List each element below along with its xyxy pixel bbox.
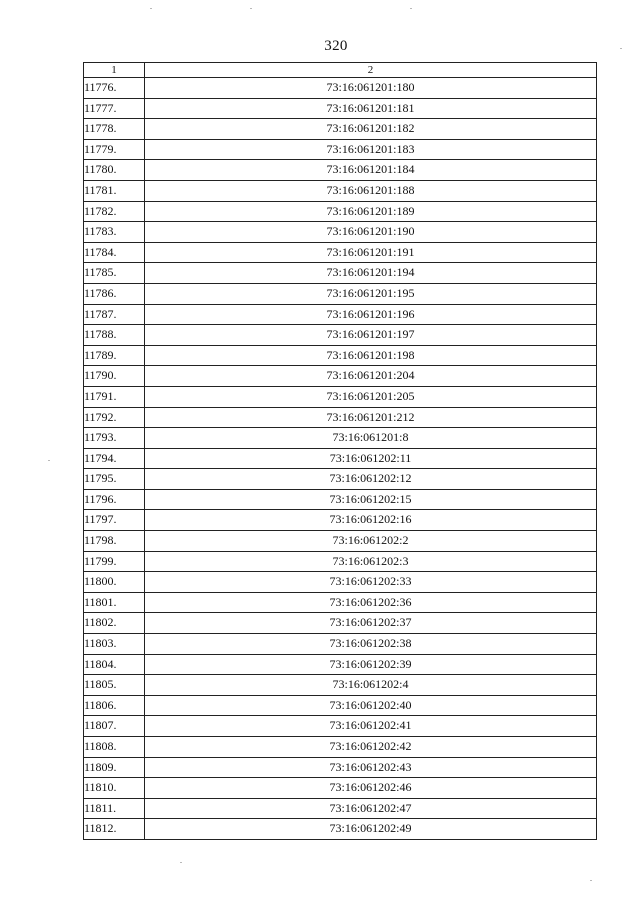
table-row — [84, 819, 597, 840]
table-row — [84, 757, 597, 778]
table-row — [84, 613, 597, 634]
cadastral-number-cell: 73:16:061201:181 — [145, 98, 597, 119]
row-number-cell: 11785. — [84, 263, 145, 284]
cadastral-number-cell: 73:16:061201:194 — [145, 263, 597, 284]
cadastral-number-cell: 73:16:061201:180 — [145, 78, 597, 99]
row-number-cell: 11800. — [84, 572, 145, 593]
row-number-cell: 11811. — [84, 798, 145, 819]
cadastral-number-cell: 73:16:061202:3 — [145, 551, 597, 572]
table-row — [84, 283, 597, 304]
table-row — [84, 242, 597, 263]
table-row — [84, 345, 597, 366]
cadastral-number-cell: 73:16:061201:8 — [145, 428, 597, 449]
cadastral-number-cell: 73:16:061201:196 — [145, 304, 597, 325]
cadastral-number-cell: 73:16:061202:37 — [145, 613, 597, 634]
row-number-cell: 11792. — [84, 407, 145, 428]
cadastral-number-cell: 73:16:061201:183 — [145, 139, 597, 160]
table-row — [84, 695, 597, 716]
table-row — [84, 304, 597, 325]
table-row — [84, 78, 597, 99]
cadastral-number-cell: 73:16:061202:41 — [145, 716, 597, 737]
table-row — [84, 180, 597, 201]
scan-speck — [180, 862, 182, 863]
table-row — [84, 551, 597, 572]
cadastral-number-cell: 73:16:061202:43 — [145, 757, 597, 778]
scan-speck — [250, 8, 252, 9]
row-number-cell: 11777. — [84, 98, 145, 119]
row-number-cell: 11776. — [84, 78, 145, 99]
scan-speck — [590, 880, 592, 881]
scan-speck — [620, 48, 622, 49]
table-row — [84, 654, 597, 675]
row-number-cell: 11797. — [84, 510, 145, 531]
cadastral-number-cell: 73:16:061202:42 — [145, 737, 597, 758]
cadastral-number-cell: 73:16:061202:36 — [145, 592, 597, 613]
table-row — [84, 448, 597, 469]
row-number-cell: 11781. — [84, 180, 145, 201]
cadastral-number-cell: 73:16:061201:198 — [145, 345, 597, 366]
row-number-cell: 11810. — [84, 778, 145, 799]
row-number-cell: 11788. — [84, 325, 145, 346]
row-number-cell: 11782. — [84, 201, 145, 222]
cadastral-number-cell: 73:16:061202:4 — [145, 675, 597, 696]
scan-speck — [150, 8, 152, 9]
cadastral-number-table — [83, 62, 597, 840]
table-row — [84, 386, 597, 407]
table-row — [84, 139, 597, 160]
table-header — [84, 63, 597, 78]
row-number-cell: 11802. — [84, 613, 145, 634]
table-row — [84, 263, 597, 284]
cadastral-number-cell: 73:16:061201:182 — [145, 119, 597, 140]
row-number-cell: 11808. — [84, 737, 145, 758]
table-row — [84, 778, 597, 799]
row-number-cell: 11795. — [84, 469, 145, 490]
cadastral-number-cell: 73:16:061202:47 — [145, 798, 597, 819]
cadastral-number-cell: 73:16:061202:33 — [145, 572, 597, 593]
cadastral-number-cell: 73:16:061201:197 — [145, 325, 597, 346]
row-number-cell: 11794. — [84, 448, 145, 469]
row-number-cell: 11791. — [84, 386, 145, 407]
table-row — [84, 325, 597, 346]
cadastral-number-cell: 73:16:061201:195 — [145, 283, 597, 304]
cadastral-number-cell: 73:16:061201:204 — [145, 366, 597, 387]
row-number-cell: 11803. — [84, 634, 145, 655]
table-row — [84, 634, 597, 655]
table-row — [84, 201, 597, 222]
row-number-cell: 11798. — [84, 531, 145, 552]
page-number: 320 — [324, 38, 348, 54]
cadastral-number-cell: 73:16:061202:39 — [145, 654, 597, 675]
row-number-cell: 11780. — [84, 160, 145, 181]
table-row — [84, 407, 597, 428]
cadastral-number-cell: 73:16:061201:191 — [145, 242, 597, 263]
table-row — [84, 428, 597, 449]
cadastral-number-cell: 73:16:061201:189 — [145, 201, 597, 222]
row-number-cell: 11793. — [84, 428, 145, 449]
row-number-cell: 11790. — [84, 366, 145, 387]
column-header-2: 2 — [145, 63, 597, 78]
table-row — [84, 798, 597, 819]
table-row — [84, 510, 597, 531]
row-number-cell: 11809. — [84, 757, 145, 778]
table-row — [84, 160, 597, 181]
cadastral-number-cell: 73:16:061202:49 — [145, 819, 597, 840]
cadastral-number-cell: 73:16:061201:188 — [145, 180, 597, 201]
cadastral-number-cell: 73:16:061202:40 — [145, 695, 597, 716]
row-number-cell: 11786. — [84, 283, 145, 304]
table-row — [84, 222, 597, 243]
row-number-cell: 11804. — [84, 654, 145, 675]
table-body — [84, 78, 597, 840]
cadastral-number-cell: 73:16:061202:38 — [145, 634, 597, 655]
row-number-cell: 11778. — [84, 119, 145, 140]
row-number-cell: 11779. — [84, 139, 145, 160]
table-row — [84, 531, 597, 552]
table-row — [84, 716, 597, 737]
table-row — [84, 366, 597, 387]
table-row — [84, 572, 597, 593]
cadastral-number-cell: 73:16:061202:2 — [145, 531, 597, 552]
table-row — [84, 119, 597, 140]
cadastral-number-cell: 73:16:061202:46 — [145, 778, 597, 799]
cadastral-number-cell: 73:16:061202:16 — [145, 510, 597, 531]
scan-speck — [48, 460, 50, 461]
row-number-cell: 11812. — [84, 819, 145, 840]
cadastral-number-cell: 73:16:061201:212 — [145, 407, 597, 428]
row-number-cell: 11784. — [84, 242, 145, 263]
cadastral-number-cell: 73:16:061201:205 — [145, 386, 597, 407]
table-row — [84, 737, 597, 758]
cadastral-number-cell: 73:16:061202:12 — [145, 469, 597, 490]
row-number-cell: 11806. — [84, 695, 145, 716]
row-number-cell: 11805. — [84, 675, 145, 696]
cadastral-number-cell: 73:16:061202:11 — [145, 448, 597, 469]
row-number-cell: 11799. — [84, 551, 145, 572]
cadastral-number-cell: 73:16:061201:184 — [145, 160, 597, 181]
cadastral-number-cell: 73:16:061201:190 — [145, 222, 597, 243]
table-row — [84, 675, 597, 696]
row-number-cell: 11807. — [84, 716, 145, 737]
cadastral-number-cell: 73:16:061202:15 — [145, 489, 597, 510]
table-row — [84, 469, 597, 490]
table-row — [84, 592, 597, 613]
table-row — [84, 489, 597, 510]
table-row — [84, 98, 597, 119]
header-row — [84, 63, 597, 78]
row-number-cell: 11783. — [84, 222, 145, 243]
column-header-1: 1 — [84, 63, 145, 78]
row-number-cell: 11787. — [84, 304, 145, 325]
row-number-cell: 11789. — [84, 345, 145, 366]
row-number-cell: 11801. — [84, 592, 145, 613]
scan-speck — [410, 8, 412, 9]
row-number-cell: 11796. — [84, 489, 145, 510]
